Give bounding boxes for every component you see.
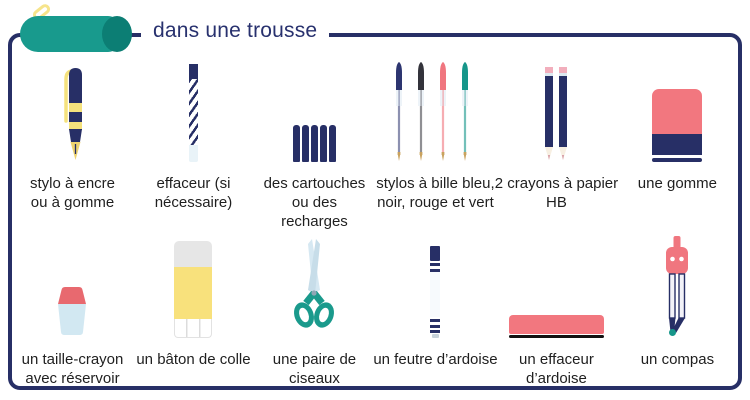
compass-icon	[657, 236, 697, 338]
vocab-item-marker	[375, 236, 496, 391]
vocab-item-cartridges	[254, 64, 375, 230]
item-label: stylos à bille bleu, noir, rouge et vert	[376, 175, 495, 211]
item-label: un taille-crayon avec réservoir	[21, 351, 124, 387]
vocab-item-fountain-pen	[12, 64, 133, 215]
ink-cartridges-icon	[293, 64, 336, 162]
item-label: stylo à encre ou à gomme	[29, 175, 115, 211]
item-label: une paire de ciseaux	[272, 351, 357, 387]
vocab-item-sharpener	[12, 236, 133, 391]
vocab-item-pencils	[496, 64, 617, 215]
row-1	[12, 64, 738, 230]
vocab-item-ballpoint-pens	[375, 64, 496, 215]
board-eraser-icon	[509, 236, 604, 338]
item-label: 2 crayons à papier HB	[494, 175, 619, 211]
item-label: un bâton de colle	[136, 351, 251, 368]
ballpoint-pens-icon	[391, 64, 479, 162]
whiteboard-marker-icon	[430, 236, 440, 338]
item-label: un feutre d’ardoise	[373, 351, 498, 368]
item-label: un effaceur d’ardoise	[519, 351, 594, 387]
vocab-item-eraser	[617, 64, 738, 215]
vocab-item-compass	[617, 236, 738, 391]
eraser-icon	[652, 64, 702, 162]
row-2	[12, 236, 738, 391]
glue-stick-icon	[174, 236, 212, 338]
items-grid	[12, 37, 738, 391]
ink-eraser-pen-icon	[189, 64, 198, 162]
vocab-item-glue-stick	[133, 236, 254, 391]
pencil-sharpener-icon	[49, 236, 95, 338]
item-label: des cartouches ou des recharges	[263, 175, 366, 230]
scissors-icon	[283, 236, 345, 338]
card-title: dans une trousse	[141, 17, 329, 47]
fountain-pen-icon	[55, 64, 89, 162]
vocab-item-scissors	[254, 236, 375, 391]
vocab-item-board-eraser	[496, 236, 617, 391]
pencils-icon	[543, 64, 569, 162]
item-label: effaceur (si nécessaire)	[154, 175, 233, 211]
item-label: un compas	[640, 351, 715, 368]
pencil-case-icon	[18, 10, 136, 52]
item-label: une gomme	[637, 175, 718, 192]
vocab-item-ink-eraser	[133, 64, 254, 215]
